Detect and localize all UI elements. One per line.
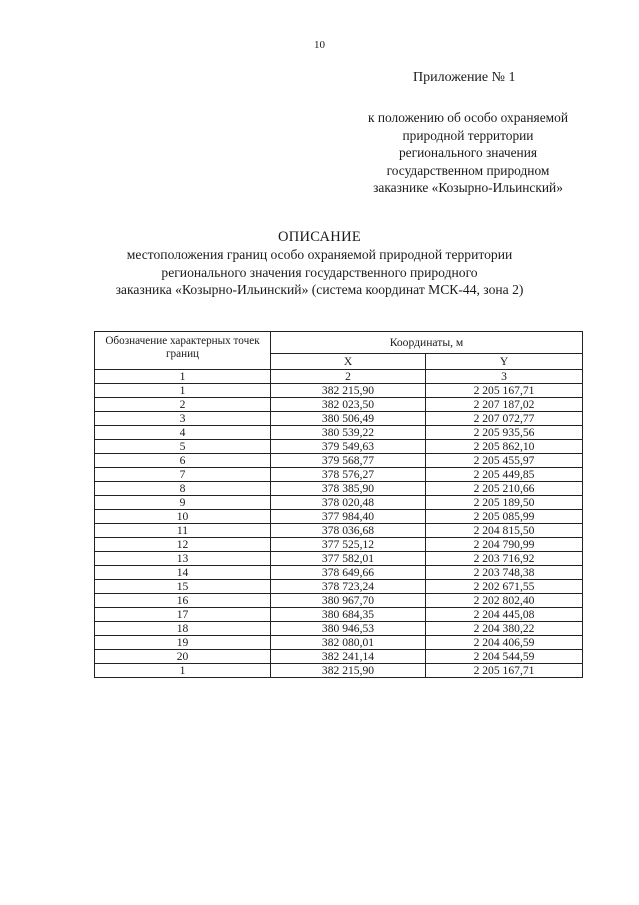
table-index-row bbox=[95, 370, 583, 384]
y-coordinate-cell: 2 204 815,50 bbox=[426, 524, 583, 538]
x-coordinate-cell: 377 984,40 bbox=[271, 510, 426, 524]
point-number-cell: 11 bbox=[95, 524, 271, 538]
y-coordinate-cell: 2 203 716,92 bbox=[426, 552, 583, 566]
appendix-line: регионального значения bbox=[398, 145, 538, 160]
table-row bbox=[95, 482, 583, 496]
table-row bbox=[95, 538, 583, 552]
point-number-cell: 16 bbox=[95, 594, 271, 608]
x-coordinate-cell: 378 020,48 bbox=[271, 496, 426, 510]
heading-line: регионального значения государственного природного bbox=[161, 264, 478, 280]
table-row bbox=[95, 524, 583, 538]
document-heading bbox=[0, 229, 639, 299]
y-coordinate-cell: 2 205 167,71 bbox=[426, 384, 583, 398]
x-coordinate-cell: 378 036,68 bbox=[271, 524, 426, 538]
heading-line: заказника «Козырно-Ильинский» (система координат МСК-44, зона 2) bbox=[115, 282, 524, 298]
y-coordinate-cell: 2 205 455,97 bbox=[426, 454, 583, 468]
table-row bbox=[95, 412, 583, 426]
table-row bbox=[95, 440, 583, 454]
table-row bbox=[95, 650, 583, 664]
y-coordinate-cell: 2 202 802,40 bbox=[426, 594, 583, 608]
point-number-cell: 12 bbox=[95, 538, 271, 552]
y-coordinate-cell: 2 204 544,59 bbox=[426, 650, 583, 664]
point-number-cell: 1 bbox=[95, 664, 271, 678]
point-number-cell: 9 bbox=[95, 496, 271, 510]
appendix-subtitle bbox=[348, 109, 588, 197]
y-coordinate-cell: 2 204 790,99 bbox=[426, 538, 583, 552]
point-number-cell: 10 bbox=[95, 510, 271, 524]
x-coordinate-cell: 382 023,50 bbox=[271, 398, 426, 412]
y-coordinate-cell: 2 205 167,71 bbox=[426, 664, 583, 678]
y-column-header: Y bbox=[426, 354, 583, 370]
table-row bbox=[95, 664, 583, 678]
x-coordinate-cell: 378 723,24 bbox=[271, 580, 426, 594]
x-column-header: X bbox=[271, 354, 426, 370]
y-coordinate-cell: 2 203 748,38 bbox=[426, 566, 583, 580]
y-coordinate-cell: 2 205 085,99 bbox=[426, 510, 583, 524]
x-coordinate-cell: 382 241,14 bbox=[271, 650, 426, 664]
x-coordinate-cell: 379 568,77 bbox=[271, 454, 426, 468]
appendix-title: Приложение № 1 bbox=[413, 70, 516, 85]
x-coordinate-cell: 377 525,12 bbox=[271, 538, 426, 552]
point-column-header: Обозначение характерных точек границ bbox=[95, 332, 271, 370]
heading-line: местоположения границ особо охраняемой природной территории bbox=[126, 247, 513, 262]
y-coordinate-cell: 2 207 187,02 bbox=[426, 398, 583, 412]
x-coordinate-cell: 382 215,90 bbox=[271, 664, 426, 678]
x-coordinate-cell: 378 576,27 bbox=[271, 468, 426, 482]
x-coordinate-cell: 378 385,90 bbox=[271, 482, 426, 496]
point-number-cell: 19 bbox=[95, 636, 271, 650]
x-coordinate-cell: 380 539,22 bbox=[271, 426, 426, 440]
point-number-cell: 6 bbox=[95, 454, 271, 468]
point-number-cell: 5 bbox=[95, 440, 271, 454]
point-number-cell: 1 bbox=[95, 384, 271, 398]
x-coordinate-cell: 379 549,63 bbox=[271, 440, 426, 454]
coords-column-header: Координаты, м bbox=[271, 332, 583, 354]
x-coordinate-cell: 380 967,70 bbox=[271, 594, 426, 608]
x-coordinate-cell: 382 215,90 bbox=[271, 384, 426, 398]
y-coordinate-cell: 2 204 380,22 bbox=[426, 622, 583, 636]
table-body bbox=[95, 384, 583, 678]
y-coordinate-cell: 2 205 862,10 bbox=[426, 440, 583, 454]
point-number-cell: 2 bbox=[95, 398, 271, 412]
table-row bbox=[95, 398, 583, 412]
y-coordinate-cell: 2 204 445,08 bbox=[426, 608, 583, 622]
page-number: 10 bbox=[314, 39, 325, 51]
y-coordinate-cell: 2 202 671,55 bbox=[426, 580, 583, 594]
y-coordinate-cell: 2 207 072,77 bbox=[426, 412, 583, 426]
appendix-line: заказнике «Козырно-Ильинский» bbox=[373, 180, 563, 195]
table-row bbox=[95, 636, 583, 650]
appendix-line: к положению об особо охраняемой bbox=[368, 110, 568, 125]
table-row bbox=[95, 580, 583, 594]
appendix-line: государственном природном bbox=[386, 162, 550, 178]
index-cell: 3 bbox=[426, 370, 583, 384]
x-coordinate-cell: 377 582,01 bbox=[271, 552, 426, 566]
y-coordinate-cell: 2 205 189,50 bbox=[426, 496, 583, 510]
table-row bbox=[95, 594, 583, 608]
x-coordinate-cell: 382 080,01 bbox=[271, 636, 426, 650]
table-row bbox=[95, 426, 583, 440]
point-number-cell: 14 bbox=[95, 566, 271, 580]
y-coordinate-cell: 2 204 406,59 bbox=[426, 636, 583, 650]
table-row bbox=[95, 468, 583, 482]
index-cell: 2 bbox=[271, 370, 426, 384]
appendix-line: природной территории bbox=[402, 127, 534, 143]
x-coordinate-cell: 378 649,66 bbox=[271, 566, 426, 580]
point-number-cell: 8 bbox=[95, 482, 271, 496]
x-coordinate-cell: 380 946,53 bbox=[271, 622, 426, 636]
table-row bbox=[95, 510, 583, 524]
table-row bbox=[95, 608, 583, 622]
point-number-cell: 18 bbox=[95, 622, 271, 636]
point-number-cell: 3 bbox=[95, 412, 271, 426]
table-header-row bbox=[95, 332, 583, 354]
y-coordinate-cell: 2 205 210,66 bbox=[426, 482, 583, 496]
point-number-cell: 7 bbox=[95, 468, 271, 482]
index-cell: 1 bbox=[95, 370, 271, 384]
x-coordinate-cell: 380 506,49 bbox=[271, 412, 426, 426]
table-row bbox=[95, 384, 583, 398]
point-number-cell: 13 bbox=[95, 552, 271, 566]
heading-title: ОПИСАНИЕ bbox=[277, 229, 362, 245]
point-number-cell: 15 bbox=[95, 580, 271, 594]
table-row bbox=[95, 454, 583, 468]
coordinates-table bbox=[94, 331, 583, 678]
x-coordinate-cell: 380 684,35 bbox=[271, 608, 426, 622]
point-number-cell: 20 bbox=[95, 650, 271, 664]
y-coordinate-cell: 2 205 935,56 bbox=[426, 426, 583, 440]
table-row bbox=[95, 496, 583, 510]
y-coordinate-cell: 2 205 449,85 bbox=[426, 468, 583, 482]
point-number-cell: 4 bbox=[95, 426, 271, 440]
point-number-cell: 17 bbox=[95, 608, 271, 622]
table-row bbox=[95, 566, 583, 580]
table-row bbox=[95, 622, 583, 636]
table-row bbox=[95, 552, 583, 566]
